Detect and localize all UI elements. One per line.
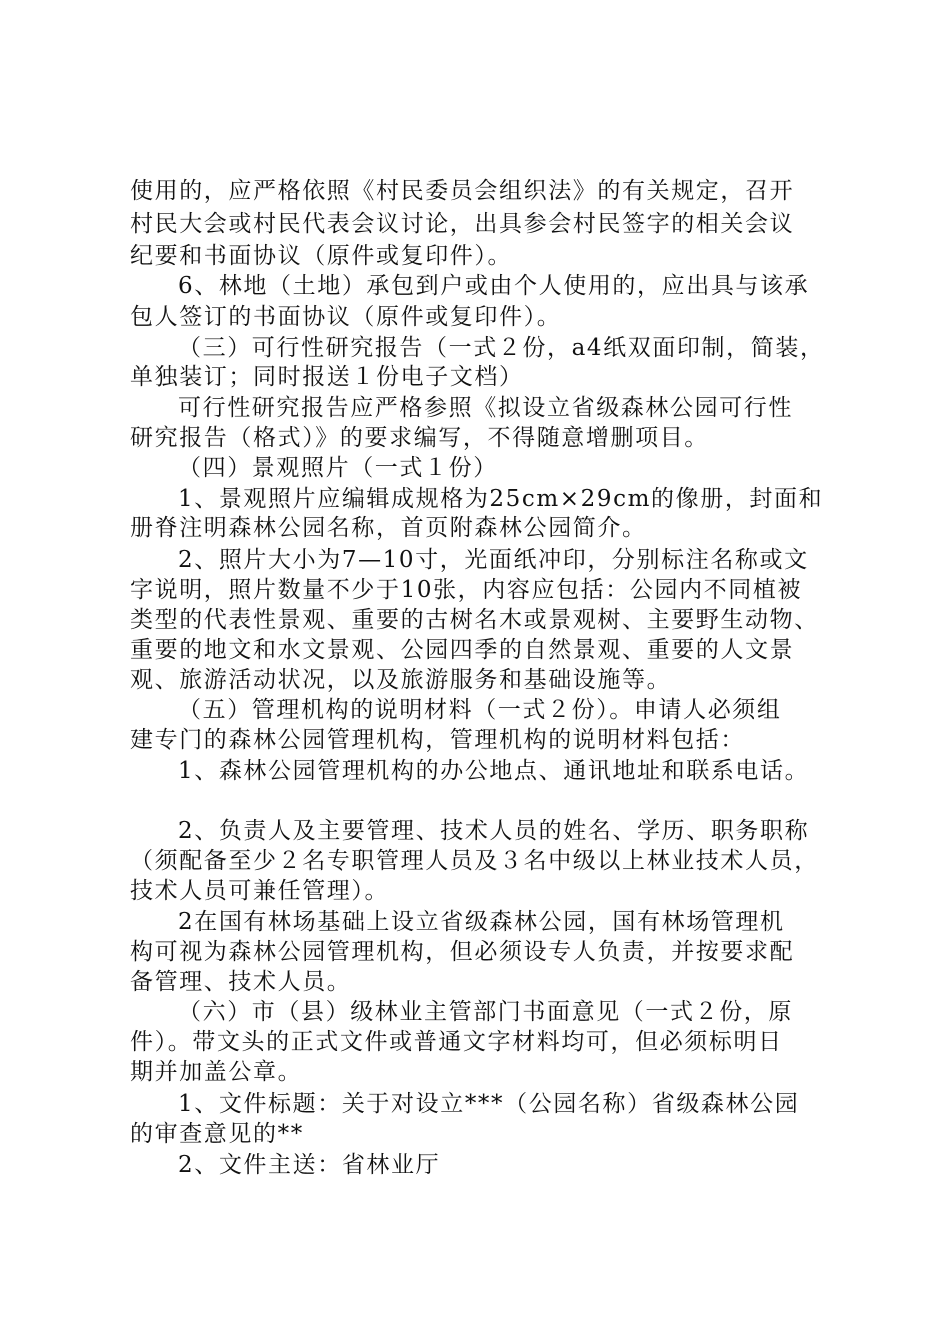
text-line: 期并加盖公章。 bbox=[130, 1059, 303, 1085]
text-line: 册脊注明森林公园名称，首页附森林公园简介。 bbox=[130, 515, 647, 541]
section-heading: （六）市（县）级林业主管部门书面意见（一式２份，原 bbox=[178, 999, 793, 1025]
text-line: 1、文件标题：关于对设立***（公园名称）省级森林公园 bbox=[178, 1091, 800, 1117]
text-line: 件）。带文头的正式文件或普通文字材料均可，但必须标明日 bbox=[130, 1029, 783, 1055]
text-line: 2、文件主送：省林业厅 bbox=[178, 1152, 441, 1178]
text-line: 备管理、技术人员。 bbox=[130, 969, 352, 995]
text-line: 重要的地文和水文景观、公园四季的自然景观、重要的人文景 bbox=[130, 637, 795, 663]
text-line: 村民大会或村民代表会议讨论，出具参会村民签字的相关会议 bbox=[130, 211, 795, 237]
section-heading: （五）管理机构的说明材料（一式２份）。申请人必须组 bbox=[178, 697, 782, 723]
section-heading: （四）景观照片（一式１份） bbox=[178, 455, 498, 481]
text-line: 的审查意见的** bbox=[130, 1121, 304, 1147]
text-line: 可行性研究报告应严格参照《拟设立省级森林公园可行性 bbox=[178, 395, 793, 421]
text-line: 纪要和书面协议（原件或复印件）。 bbox=[130, 243, 513, 269]
text-line: 2在国有林场基础上设立省级森林公园，国有林场管理机 bbox=[178, 909, 785, 935]
text-line: 研究报告（格式）》的要求编写，不得随意增删项目。 bbox=[130, 425, 709, 451]
text-line: 6、林地（土地）承包到户或由个人使用的，应出具与该承 bbox=[178, 273, 810, 299]
text-line: 观、旅游活动状况，以及旅游服务和基础设施等。 bbox=[130, 667, 672, 693]
text-line: 使用的，应严格依照《村民委员会组织法》的有关规定，召开 bbox=[130, 178, 795, 204]
text-line: 包人签订的书面协议（原件或复印件）。 bbox=[130, 304, 562, 330]
text-line: 单独装订；同时报送１份电子文档） bbox=[130, 364, 524, 390]
text-line: 技术人员可兼任管理）。 bbox=[130, 878, 390, 904]
text-line: 1、森林公园管理机构的办公地点、通讯地址和联系电话。 bbox=[178, 758, 810, 784]
text-line: （须配备至少２名专职管理人员及３名中级以上林业技术人员， bbox=[130, 848, 819, 874]
text-line: 建专门的森林公园管理机构，管理机构的说明材料包括： bbox=[130, 727, 745, 753]
text-line: 类型的代表性景观、重要的古树名木或景观树、主要野生动物、 bbox=[130, 607, 819, 633]
text-line: 1、景观照片应编辑成规格为25cm×29cm的像册，封面和 bbox=[178, 486, 824, 512]
section-heading: （三）可行性研究报告（一式２份，a4纸双面印制，简装， bbox=[178, 335, 825, 361]
text-line: 字说明，照片数量不少于10张，内容应包括：公园内不同植被 bbox=[130, 577, 803, 603]
text-line: 2、负责人及主要管理、技术人员的姓名、学历、职务职称 bbox=[178, 818, 810, 844]
text-line: 2、照片大小为7—10寸，光面纸冲印，分别标注名称或文 bbox=[178, 547, 809, 573]
text-line: 构可视为森林公园管理机构，但必须设专人负责，并按要求配 bbox=[130, 939, 795, 965]
